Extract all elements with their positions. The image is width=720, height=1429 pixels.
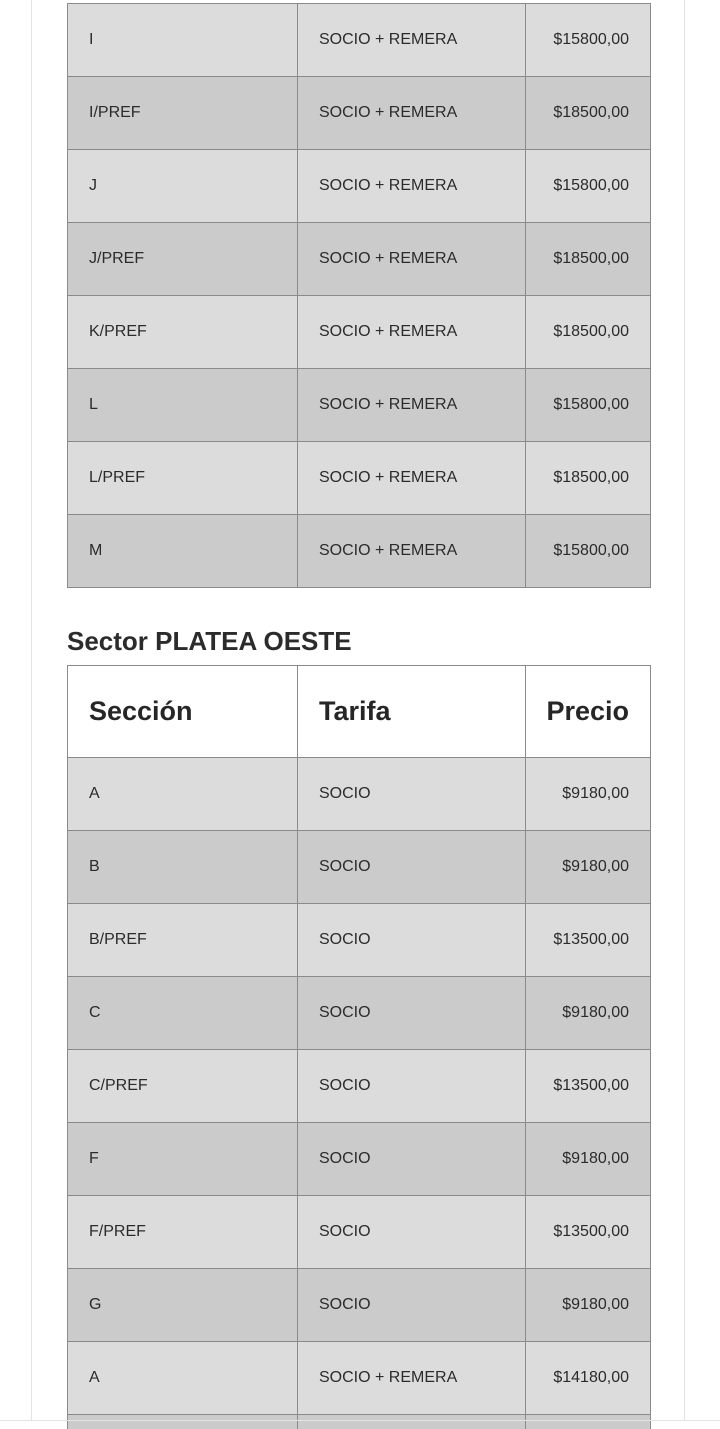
table-row <box>68 1269 651 1342</box>
cell-seccion: J <box>68 150 298 223</box>
cell-tarifa: SOCIO <box>298 977 526 1050</box>
cell-tarifa: SOCIO <box>298 1269 526 1342</box>
cell-seccion: I/PREF <box>68 77 298 150</box>
cell-seccion: J/PREF <box>68 223 298 296</box>
cell-tarifa: SOCIO <box>298 1123 526 1196</box>
table-row <box>68 1123 651 1196</box>
table-row <box>68 442 651 515</box>
cell-precio: $14180,00 <box>526 1342 651 1415</box>
table-row <box>68 904 651 977</box>
cell-tarifa: SOCIO <box>298 831 526 904</box>
cell-tarifa: SOCIO <box>298 1050 526 1123</box>
table-row <box>68 758 651 831</box>
cell-tarifa: SOCIO + REMERA <box>298 4 526 77</box>
cell-precio: $9180,00 <box>526 831 651 904</box>
cell-tarifa: SOCIO + REMERA <box>298 223 526 296</box>
cell-precio: $13500,00 <box>526 1196 651 1269</box>
cell-tarifa: SOCIO + REMERA <box>298 442 526 515</box>
cell-tarifa: SOCIO <box>298 1196 526 1269</box>
table-row <box>68 296 651 369</box>
table-row <box>68 150 651 223</box>
cell-seccion: B/PREF <box>68 904 298 977</box>
cell-seccion: L <box>68 369 298 442</box>
cell-precio: $15800,00 <box>526 369 651 442</box>
cell-tarifa: SOCIO <box>298 904 526 977</box>
price-table-platea-oeste <box>67 665 651 1429</box>
cell-precio: $13500,00 <box>526 904 651 977</box>
table-row <box>68 831 651 904</box>
cell-seccion: A <box>68 1342 298 1415</box>
cell-tarifa: SOCIO + REMERA <box>298 1342 526 1415</box>
cell-tarifa: SOCIO + REMERA <box>298 296 526 369</box>
cell-tarifa: SOCIO <box>298 758 526 831</box>
cell-precio: $15800,00 <box>526 515 651 588</box>
cell-seccion: F <box>68 1123 298 1196</box>
price-table-body <box>68 4 651 588</box>
cell-precio: $9180,00 <box>526 758 651 831</box>
table-header-row <box>68 666 651 758</box>
table-row <box>68 1342 651 1415</box>
cell-seccion: L/PREF <box>68 442 298 515</box>
cell-seccion: F/PREF <box>68 1196 298 1269</box>
cell-precio: $9180,00 <box>526 977 651 1050</box>
cell-precio: $15800,00 <box>526 4 651 77</box>
cell-tarifa <box>298 1415 526 1429</box>
cell-seccion: M <box>68 515 298 588</box>
cell-seccion: B <box>68 831 298 904</box>
table-row <box>68 1415 651 1429</box>
price-table-previous-sector <box>67 3 651 588</box>
table-row <box>68 223 651 296</box>
cell-precio: $15800,00 <box>526 150 651 223</box>
card-bottom-divider <box>0 1420 720 1421</box>
cell-seccion: C <box>68 977 298 1050</box>
table-header <box>68 666 651 758</box>
cell-precio <box>526 1415 651 1429</box>
header-tarifa: Tarifa <box>298 666 526 758</box>
cell-precio: $18500,00 <box>526 77 651 150</box>
cell-tarifa: SOCIO + REMERA <box>298 515 526 588</box>
cell-seccion: G <box>68 1269 298 1342</box>
cell-seccion <box>68 1415 298 1429</box>
cell-precio: $9180,00 <box>526 1123 651 1196</box>
table-row <box>68 4 651 77</box>
cell-seccion: I <box>68 4 298 77</box>
table-row <box>68 369 651 442</box>
cell-tarifa: SOCIO + REMERA <box>298 150 526 223</box>
header-precio: Precio <box>526 666 651 758</box>
cell-seccion: K/PREF <box>68 296 298 369</box>
cell-tarifa: SOCIO + REMERA <box>298 369 526 442</box>
cell-precio: $18500,00 <box>526 223 651 296</box>
cell-tarifa: SOCIO + REMERA <box>298 77 526 150</box>
table-row <box>68 977 651 1050</box>
header-seccion: Sección <box>68 666 298 758</box>
table-row <box>68 1050 651 1123</box>
price-table-body <box>68 758 651 1429</box>
table-row <box>68 77 651 150</box>
cell-precio: $18500,00 <box>526 442 651 515</box>
sector-title-platea-oeste: Sector PLATEA OESTE <box>67 626 352 656</box>
cell-precio: $9180,00 <box>526 1269 651 1342</box>
table-row <box>68 1196 651 1269</box>
table-row <box>68 515 651 588</box>
cell-seccion: A <box>68 758 298 831</box>
cell-seccion: C/PREF <box>68 1050 298 1123</box>
cell-precio: $13500,00 <box>526 1050 651 1123</box>
cell-precio: $18500,00 <box>526 296 651 369</box>
